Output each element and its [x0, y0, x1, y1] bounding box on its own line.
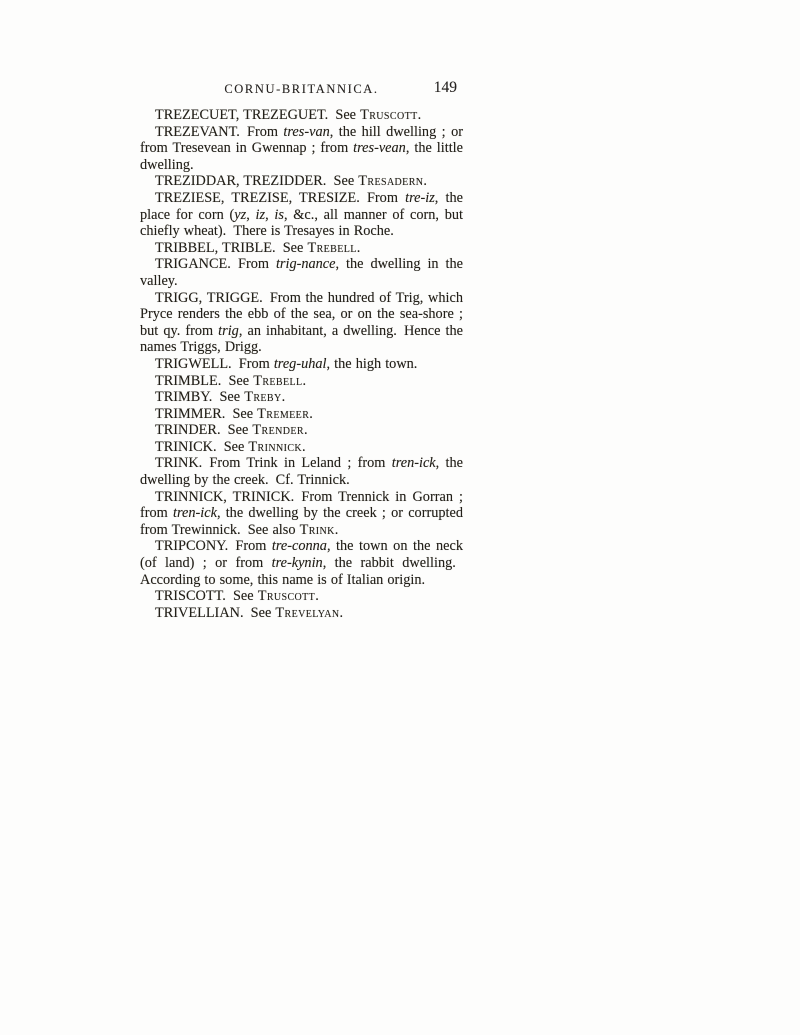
italic-etymon: tre-conna	[271, 538, 327, 555]
text-run: TRINICK. See	[155, 438, 249, 455]
smallcaps-crossref: Truscott	[257, 588, 316, 605]
text-run: , the dwelling by the creek. Cf. Trinnick.	[140, 455, 463, 489]
text-run: .	[334, 521, 339, 538]
entry-paragraph	[140, 290, 463, 356]
entry-paragraph	[140, 256, 463, 289]
text-run: , the little dwelling.	[140, 140, 463, 173]
entry-paragraph	[140, 356, 463, 373]
text-run: , &c., all manner of corn, but chiefly wheat). There is Tresayes in Roche.	[140, 206, 464, 240]
smallcaps-crossref: Trinnick	[248, 438, 303, 455]
entry-paragraph	[140, 422, 463, 439]
running-head	[140, 79, 463, 100]
text-run: TREZIDDAR, TREZIDDER. See	[155, 173, 359, 190]
entries	[140, 107, 463, 621]
smallcaps-crossref: Treby	[244, 389, 282, 406]
text-run: TRIGWELL. From	[155, 355, 274, 372]
italic-etymon: trig	[218, 322, 239, 339]
text-run: .	[281, 389, 286, 406]
text-run: .	[309, 405, 313, 422]
text-run: .	[303, 422, 308, 439]
smallcaps-crossref: Trebell	[307, 239, 357, 256]
text-run: , the dwelling by the creek ; or corrupted from Trewinnick. See also	[140, 505, 463, 538]
entry-paragraph	[140, 190, 463, 240]
entry-paragraph	[140, 538, 463, 588]
smallcaps-crossref: Trink	[299, 521, 335, 538]
text-run: , the place for corn (	[140, 189, 463, 223]
text-run: .	[423, 173, 427, 190]
entry-paragraph	[140, 588, 463, 605]
text-run: TRIMMER. See	[155, 405, 258, 422]
italic-etymon: trig-nance	[275, 256, 336, 273]
text-run: .	[339, 604, 344, 621]
entry-paragraph	[140, 107, 463, 124]
text-run: .	[302, 372, 307, 389]
text-run: .	[315, 588, 319, 605]
text-run: TRISCOTT. See	[155, 588, 258, 605]
text-run: , the town on the neck (of land) ; or from	[140, 538, 463, 572]
italic-etymon: tres-van	[283, 123, 330, 140]
italic-etymon: is	[274, 206, 284, 223]
entry-paragraph	[140, 124, 463, 174]
text-run: TRIVELLIAN. See	[155, 604, 276, 621]
italic-etymon: yz	[234, 206, 247, 223]
italic-etymon: treg-uhal	[273, 355, 327, 372]
running-title: CORNU-BRITANNICA.	[224, 82, 379, 96]
text-run: ,	[246, 206, 256, 223]
entry-paragraph	[140, 389, 463, 406]
text-run: .	[302, 438, 306, 455]
text-run: TRINNICK, TRINICK. From Trennick in Gorran ; from	[140, 488, 463, 522]
italic-etymon: tre-iz	[405, 189, 435, 206]
text-run: , an inhabitant, a dwelling. Hence the names Triggs, Drigg.	[140, 322, 464, 356]
entry-paragraph	[140, 406, 463, 423]
smallcaps-crossref: Trender	[252, 422, 304, 439]
entry-paragraph	[140, 173, 463, 190]
text-run: TRIMBLE. See	[155, 372, 254, 389]
page-number: 149	[433, 79, 457, 96]
entry-paragraph	[140, 605, 463, 622]
entry-paragraph	[140, 489, 463, 539]
text-run: .	[356, 239, 361, 256]
entry-paragraph	[140, 455, 463, 488]
italic-etymon: tres-vean	[353, 140, 406, 157]
text-run: , the rabbit dwelling. According to some, this name is of Italian origin.	[140, 555, 463, 588]
text-run: TRIGANCE. From	[155, 256, 276, 273]
text-run: TREZEVANT. From	[155, 123, 284, 140]
text-run: , the hill dwelling ; or from Tresevean in Gwennap ; from	[140, 123, 463, 157]
text-column	[140, 79, 464, 621]
text-run: , the dwelling in the valley.	[140, 256, 463, 289]
text-run: ,	[265, 206, 275, 223]
smallcaps-crossref: Trebell	[253, 372, 303, 389]
text-run: , the high town.	[326, 355, 418, 372]
text-run: .	[417, 107, 422, 123]
text-run: TRIGG, TRIGGE. From the hundred of Trig, which Pryce renders the ebb of the sea, or on the sea-shore ; but qy. from	[140, 289, 463, 339]
italic-etymon: tren-ick	[391, 455, 436, 472]
italic-etymon: tre-kynin	[271, 555, 323, 572]
entry-paragraph	[140, 240, 463, 257]
text-run: TREZIESE, TREZISE, TRESIZE. From	[155, 189, 406, 206]
text-run: TRIBBEL, TRIBLE. See	[155, 239, 308, 256]
text-run: TRIMBY. See	[155, 389, 245, 406]
text-run: TRINDER. See	[155, 422, 253, 439]
entry-paragraph	[140, 439, 463, 456]
italic-etymon: tren-ick	[173, 505, 217, 522]
entry-paragraph	[140, 373, 463, 390]
smallcaps-crossref: Truscott	[360, 107, 418, 123]
text-run: TREZECUET, TREZEGUET. See	[155, 107, 361, 123]
smallcaps-crossref: Tremeer	[257, 405, 310, 422]
smallcaps-crossref: Trevelyan	[275, 604, 340, 621]
text-run: TRIPCONY. From	[155, 538, 272, 555]
smallcaps-crossref: Tresadern	[358, 173, 424, 190]
italic-etymon: iz	[255, 206, 266, 223]
text-run: TRINK. From Trink in Leland ; from	[155, 455, 392, 472]
